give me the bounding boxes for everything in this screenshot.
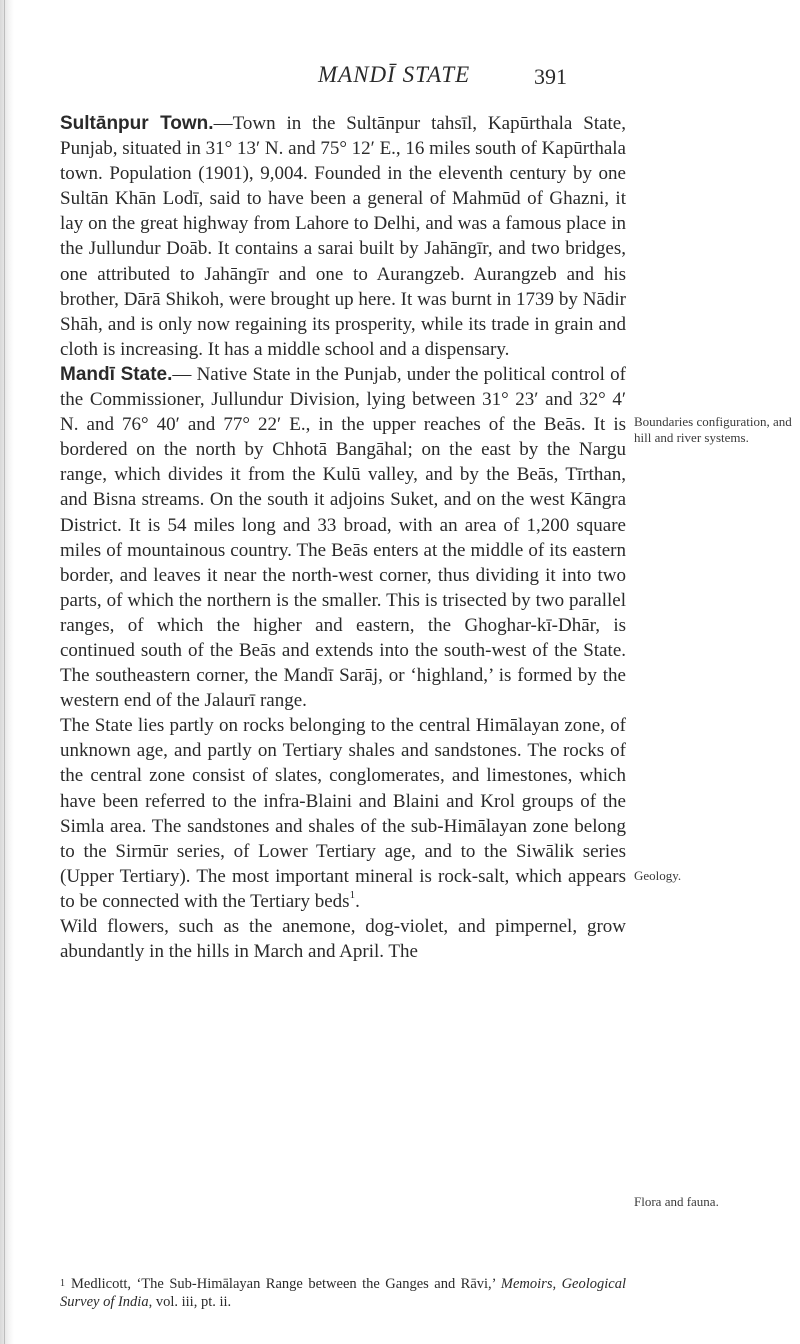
entry-body: — Native State in the Punjab, under the political control of the Commissioner, Jullundur Division, lying between 31° 23′ and 32° 4′ N. and 76° 40′ and 77° 22′ E., in the upper reaches of the Beās. It is bordered on the north by Chhotā Bangāhal; on the east by the Nargu range, which divides it from the Kulū valley, and by the Beās, Tīrthan, and Bisna streams. On the south it adjoins Suket, and on the west Kāngra District. It is 54 miles long and 33 broad, with an area of 1,200 square miles of mountainous country. The Beās enters at the middle of its eastern border, and leaves it near the north-west corner, thus dividing it into two parts, of which the northern is the smaller. This is trisected by two parallel ranges, of which the higher and eastern, the Ghoghar-kī-Dhār, is continued south of the Beās and extends into the south-west of the State. The southeastern corner, the Mandī Sarāj, or ‘highland,’ is formed by the western end of the Jalaurī range. — [60, 363, 626, 712]
footnote-reference[interactable]: 1 — [349, 888, 356, 901]
paragraph-body: The State lies partly on rocks belonging to the central Himālayan zone, of unknown age, and partly on Tertiary shales and sandstones. The rocks of the central zone consist of slates, conglomerates, and limestones, which have been referred to the infra-Blaini and Blaini and Krol groups of the Simla area. The sandstones and shales of the sub-Himālayan zone belong to the Sirmūr series, of Lower Tertiary age, and to the Siwālik series (Upper Tertiary). The most important mineral is rock-salt, which appears to be connected with the Tertiary beds — [60, 715, 626, 912]
entry-heading: Sultānpur Town. — [60, 113, 214, 134]
margin-note-geology: Geology. — [634, 868, 682, 883]
page-edge-line — [4, 0, 5, 1344]
paragraph-geology — [60, 713, 626, 914]
main-text-column — [60, 111, 626, 964]
entry-sultanpur-town — [60, 111, 626, 362]
paragraph-end: . — [355, 890, 360, 912]
footnote — [60, 1275, 626, 1311]
footnote-source: Memoirs, Geological Survey of India — [60, 1276, 627, 1310]
footnote-rest: , vol. iii, pt. ii. — [148, 1294, 232, 1310]
footnote-text: Medlicott, ‘The Sub-Himālayan Range between the Ganges and Rāvi,’ — [71, 1276, 496, 1292]
entry-body: —Town in the Sultānpur tahsīl, Kapūrthala State, Punjab, situated in 31° 13′ N. and 75° 12′ E., 16 miles south of Kapūrthala town. Population (1901), 9,004. Founded in the eleventh century by one Sultān Khān Lodī, said to have been a general of Mahmūd of Ghazni, it lay on the great highway from Lahore to Delhi, and was a famous place in the Jullundur Doāb. It contains a sarai built by Jahāngīr, and two bridges, one attributed to Jahāngīr and one to Aurangzeb. Aurangzeb and his brother, Dārā Shikoh, were brought up here. It was burnt in 1739 by Nādir Shāh, and is only now regaining its prosperity, while its trade in grain and cloth is increasing. It has a middle school and a dispensary. — [60, 113, 626, 360]
footnote-mark: 1 — [60, 1278, 65, 1289]
paragraph-body: Wild flowers, such as the anemone, dog-violet, and pimpernel, grow abundantly in the hills in March and April. The — [60, 916, 626, 963]
paragraph-flora — [60, 914, 626, 964]
margin-note-boundaries: Boundaries configuration, and hill and river systems. — [634, 414, 792, 445]
book-spine-shadow — [0, 0, 14, 1344]
entry-heading: Mandī State. — [60, 363, 173, 385]
page-number: 391 — [534, 64, 567, 89]
margin-note-flora: Flora and fauna. — [634, 1194, 719, 1209]
entry-mandi-state — [60, 362, 626, 713]
running-head: MANDĪ STATE — [318, 62, 471, 87]
page-header — [0, 60, 800, 96]
